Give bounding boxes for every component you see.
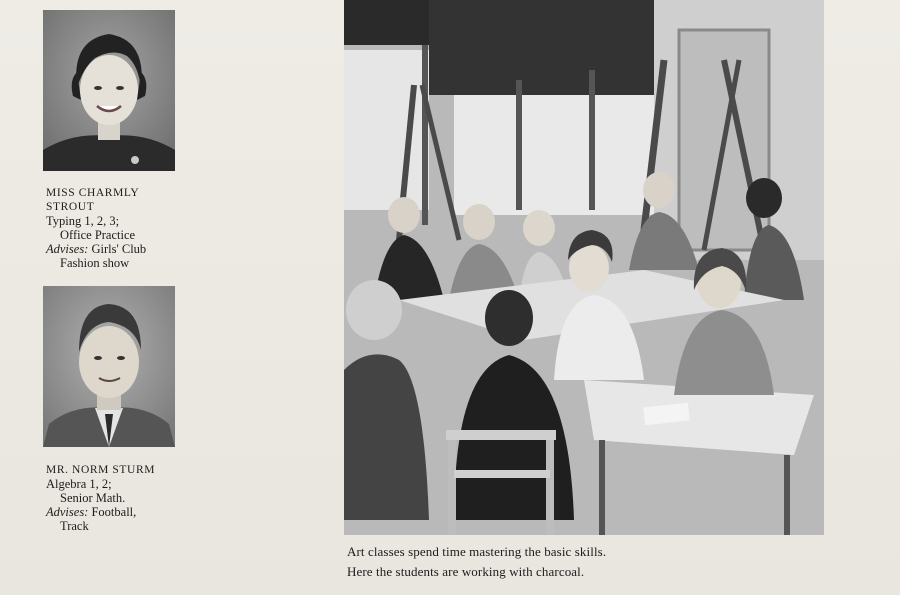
advises-label: Advises: [46, 505, 89, 519]
art-class-photo [344, 0, 824, 535]
advises-value: Girls' Club [91, 242, 147, 256]
teacher-name-cont: STROUT [46, 201, 95, 213]
art-class-drawing [344, 0, 824, 535]
advises-value: Football, [91, 505, 137, 519]
teacher-advises-cont: Track [60, 519, 89, 533]
portrait-photo-sturm [43, 286, 175, 447]
bio-sturm [46, 463, 216, 533]
teacher-subjects-cont: Senior Math. [60, 491, 126, 505]
advises-label: Advises: [46, 242, 89, 256]
teacher-advises-cont: Fashion show [60, 256, 130, 270]
portrait-photo-strout [43, 10, 175, 171]
photo-caption-line-1: Art classes spend time mastering the basic skills. [347, 544, 607, 559]
portrait-strout-drawing [43, 10, 175, 171]
bio-strout [46, 186, 196, 270]
teacher-subjects: Algebra 1, 2; [46, 477, 112, 491]
teacher-name: MISS CHARMLY [46, 187, 140, 199]
teacher-advises [46, 242, 196, 256]
teacher-subjects-cont: Office Practice [60, 228, 136, 242]
teacher-advises [46, 505, 216, 519]
portrait-sturm-drawing [43, 286, 175, 447]
teacher-subjects: Typing 1, 2, 3; [46, 214, 120, 228]
teacher-name: MR. NORM STURM [46, 464, 156, 476]
photo-caption-line-2: Here the students are working with charcoal. [347, 564, 585, 579]
